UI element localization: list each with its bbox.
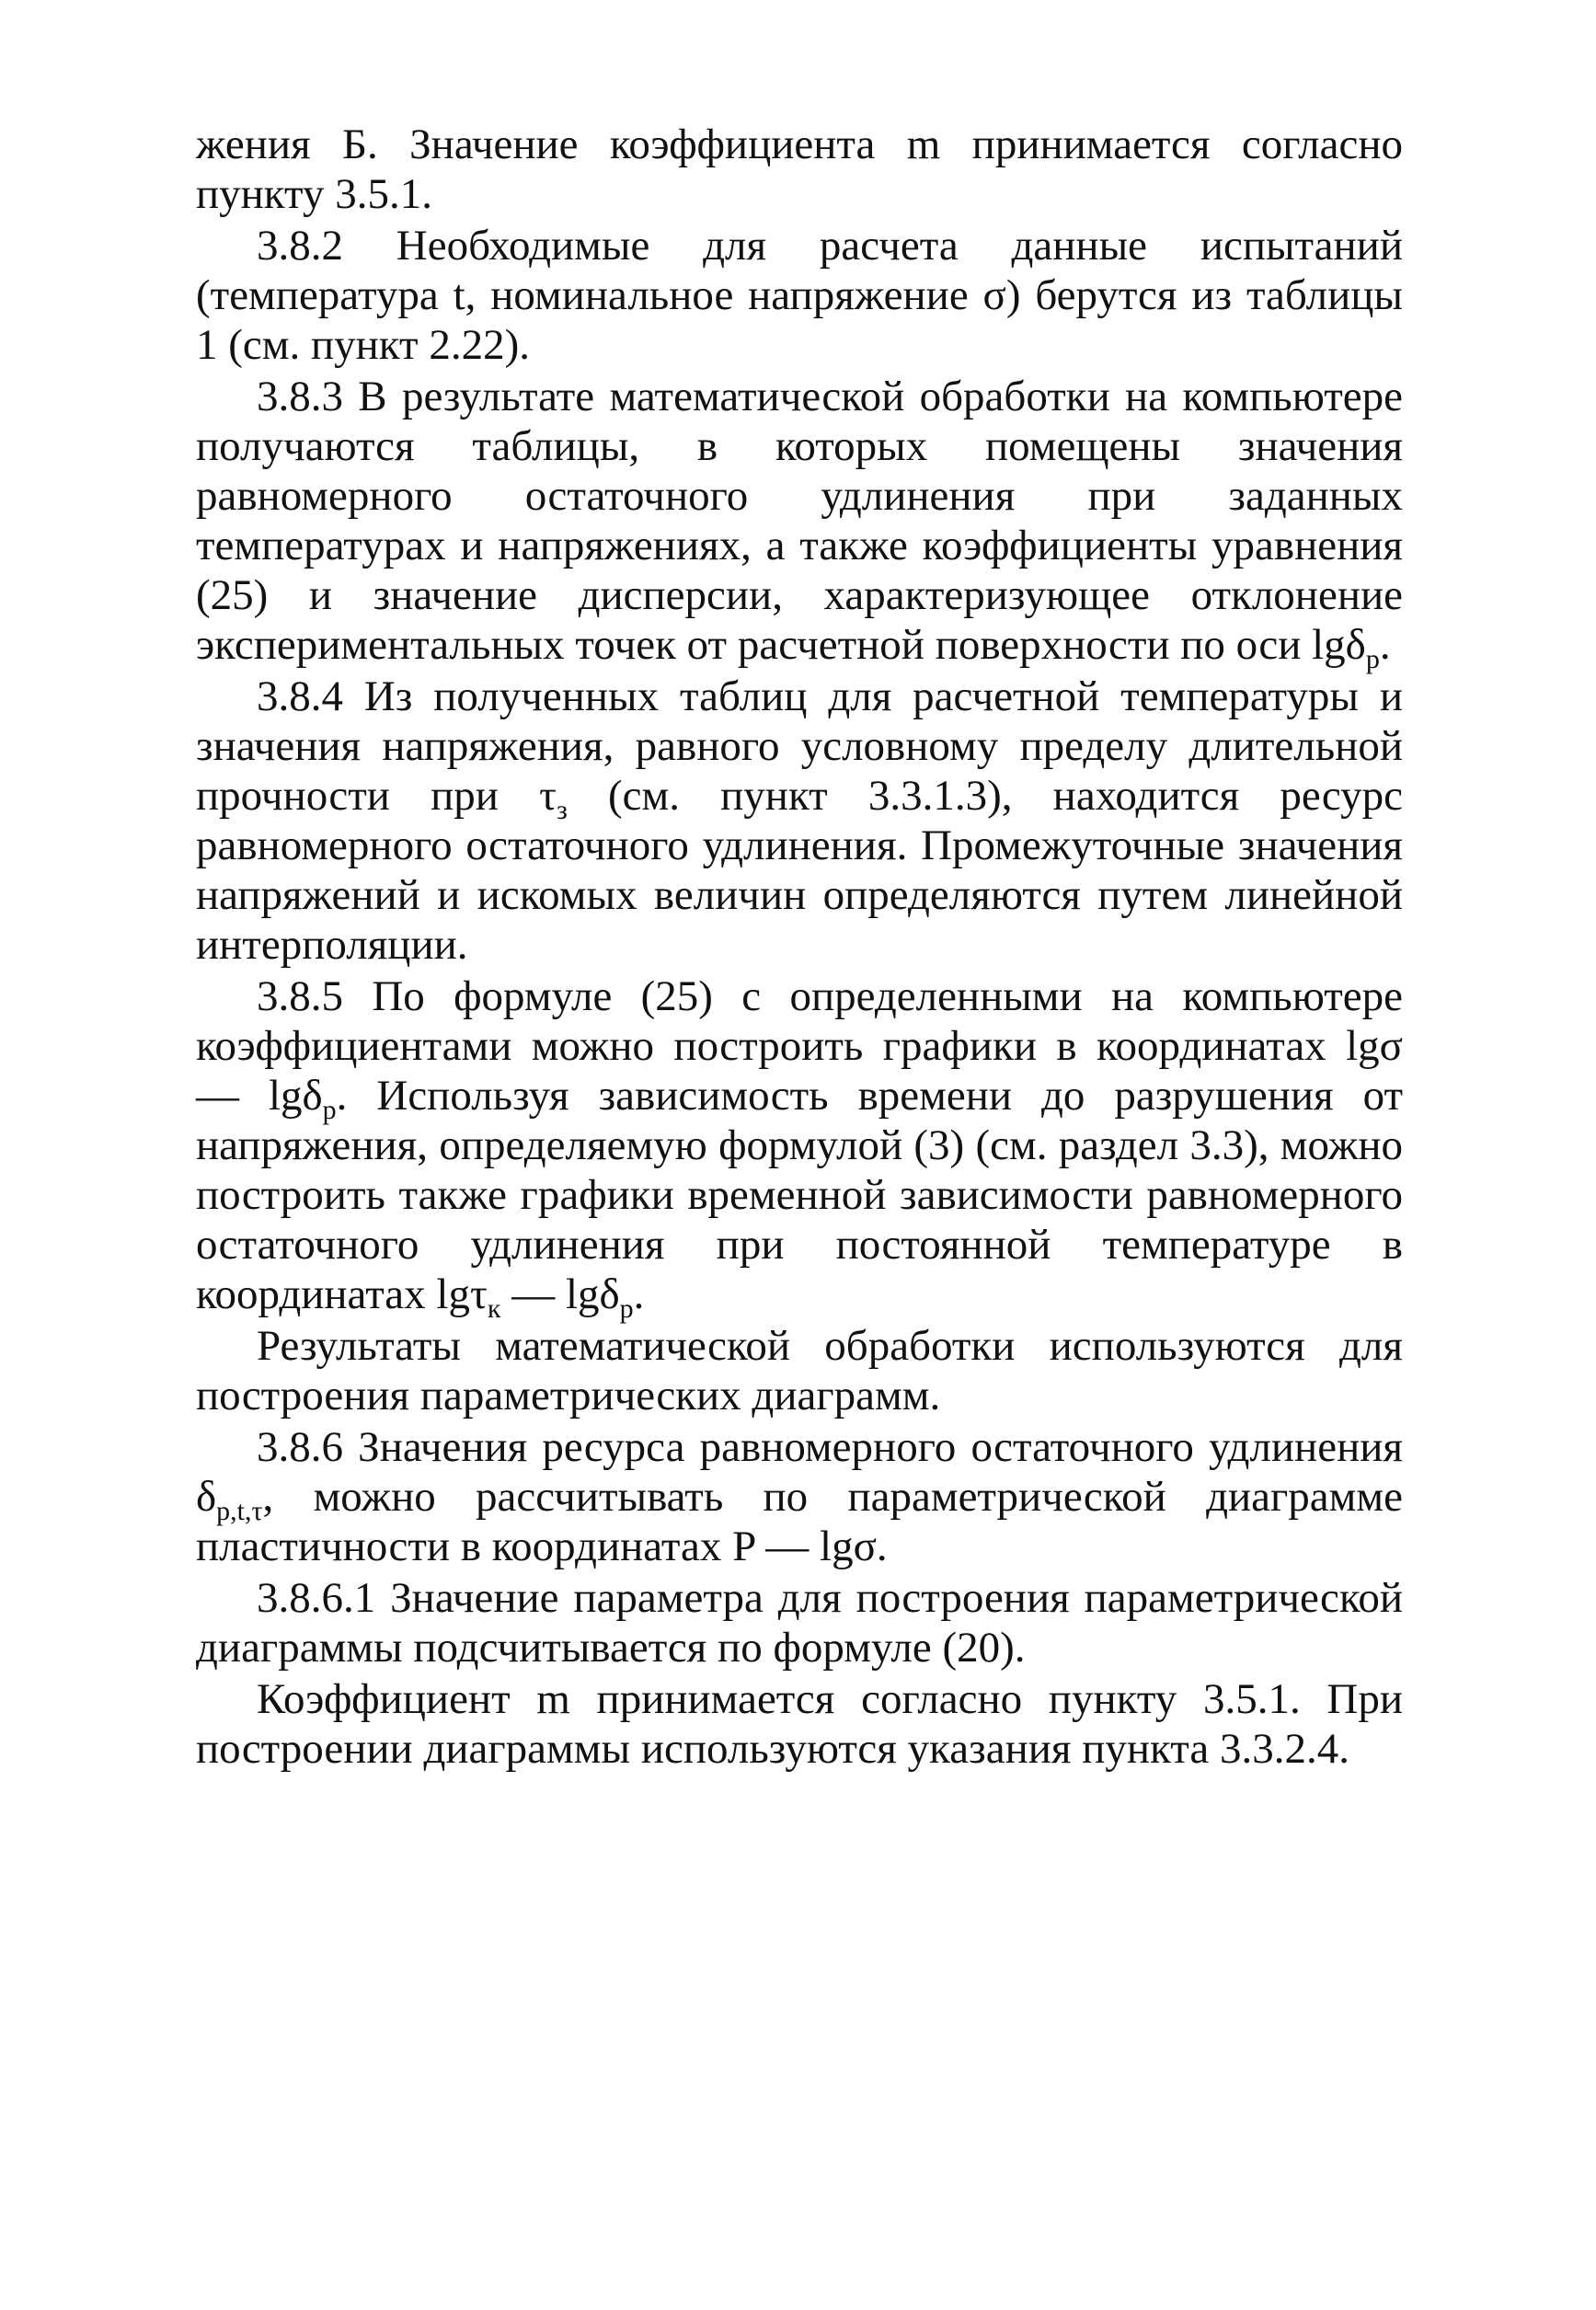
document-page <box>196 120 1403 1774</box>
text-run: . <box>1379 621 1391 669</box>
subscript: з <box>556 795 568 825</box>
subscript: р <box>619 1293 634 1324</box>
subscript: р <box>322 1095 337 1125</box>
paragraph-results <box>196 1321 1403 1420</box>
text-run: 3.8.2 Необходимые для расчета данные испытаний (температура t, номинальное напряжение σ) берутся из таблицы 1 (см. пункт 2.22). <box>196 222 1403 369</box>
text-run: , можно рассчитывать по параметрической диаграмме пластичности в координатах P — lgσ. <box>196 1473 1403 1570</box>
paragraph-continuation <box>196 120 1403 219</box>
text-run: Результаты математической обработки используются для построения параметрических диаграмм. <box>196 1322 1403 1419</box>
text-run: — lgδ <box>500 1270 620 1318</box>
paragraph-3-8-2 <box>196 221 1403 370</box>
subscript: р,t,τ <box>216 1496 263 1526</box>
text-run: 3.8.6 Значения ресурса равномерного остаточного удлинения δ <box>196 1423 1403 1521</box>
paragraph-3-8-6 <box>196 1422 1403 1571</box>
text-run: 3.8.4 Из полученных таблиц для расчетной температуры и значения напряжения, равного условному пределу длительной прочности при τ <box>196 672 1403 820</box>
text-run: 3.8.3 В результате математической обработки на компьютере получаются таблицы, в которых помещены значения равномерного остаточного удлинения при заданных температурах и напряжениях, а также коэффициенты уравнения (25) и значение дисперсии, характеризующее отклонение экспериментальных точек от расчетной поверхности по оси lgδ <box>196 373 1403 669</box>
text-run: Коэффициент m принимается согласно пункту 3.5.1. При построении диаграммы используются указания пункта 3.3.2.4. <box>196 1675 1403 1773</box>
paragraph-3-8-3 <box>196 372 1403 674</box>
subscript: к <box>487 1293 501 1324</box>
text-run: . <box>633 1270 645 1318</box>
text-run: жения Б. Значение коэффициента m принимается согласно пункту 3.5.1. <box>196 121 1403 218</box>
paragraph-coefficient <box>196 1674 1403 1774</box>
paragraph-3-8-6-1 <box>196 1573 1403 1672</box>
paragraph-3-8-5 <box>196 971 1403 1324</box>
paragraph-3-8-4 <box>196 672 1403 970</box>
text-run: 3.8.5 По формуле (25) с определенными на компьютере коэффициентами можно построить графики в координатах lgσ — lgδ <box>196 972 1403 1120</box>
subscript: р <box>1365 644 1380 674</box>
text-run: (см. пункт 3.3.1.3), находится ресурс равномерного остаточного удлинения. Промежуточные значения напряжений и искомых величин определяются путем линейной интерполяции. <box>196 772 1403 969</box>
text-run: 3.8.6.1 Значение параметра для построения параметрической диаграммы подсчитывается по формуле (20). <box>196 1574 1403 1672</box>
text-run: . Используя зависимость времени до разрушения от напряжения, определяемую формулой (3) (см. раздел 3.3), можно построить также графики временной зависимости равномерного остаточного удлинения при постоянной температуре в координатах lgτ <box>196 1072 1403 1318</box>
